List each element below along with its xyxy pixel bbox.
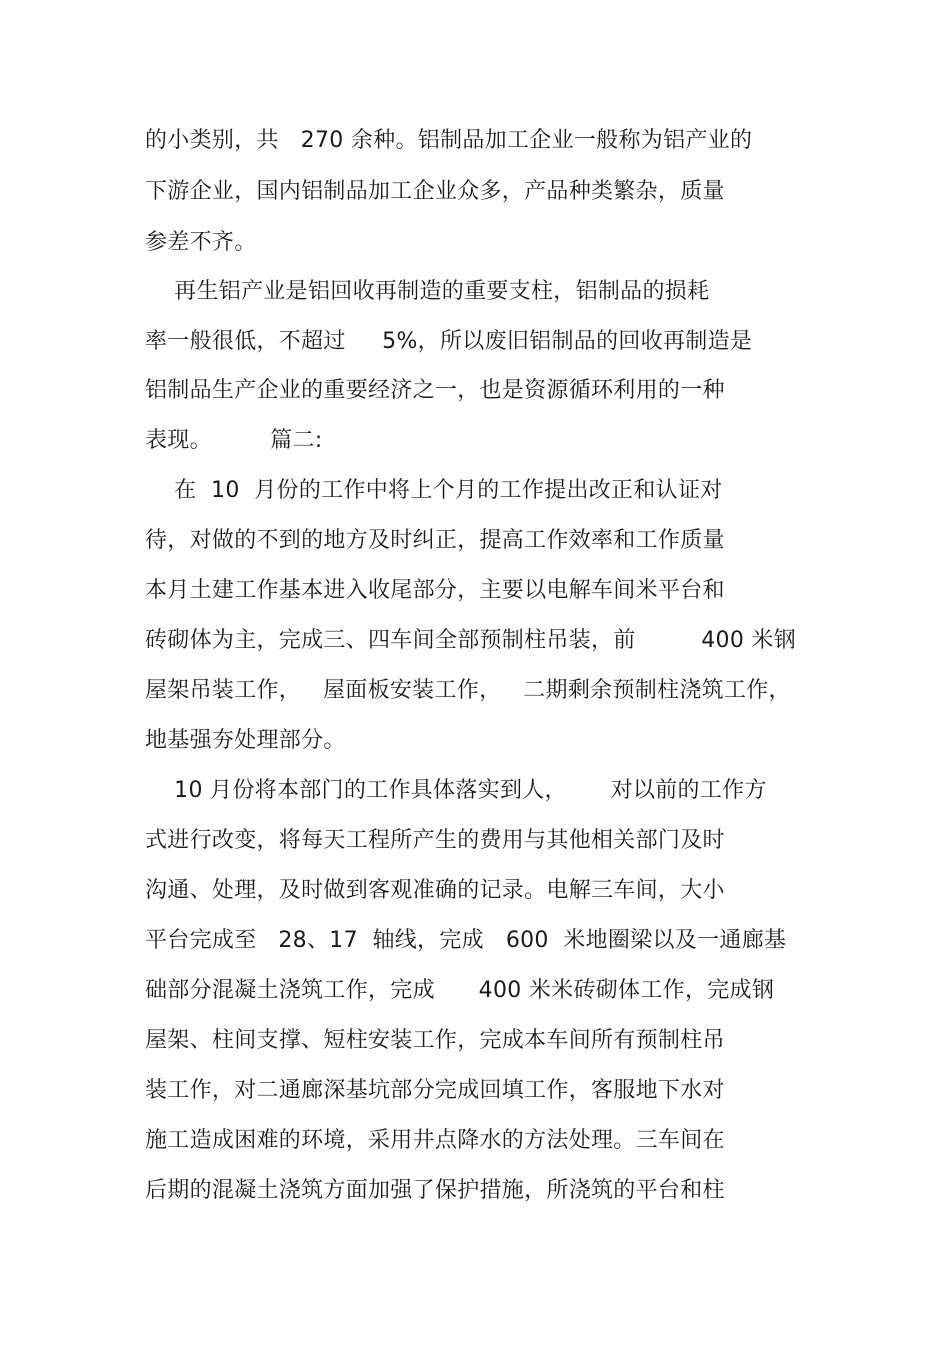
text-line: 沟通、处理，及时做到客观准确的记录。电解三车间，大小 [145,878,725,903]
text-line: 装工作，对二通廊深基坑部分完成回填工作，客服地下水对 [145,1078,725,1103]
text-line: 待，对做的不到的地方及时纠正，提高工作效率和工作质量 [145,528,725,553]
text-line: 砖砌体为主，完成三、四车间全部预制柱吊装，前 400 米钢 [145,628,797,653]
text-line: 屋架吊装工作， 屋面板安装工作， 二期剩余预制柱浇筑工作， [145,678,791,703]
text-line: 铝制品生产企业的重要经济之一，也是资源循环利用的一种 [145,378,725,403]
text-line: 下游企业，国内铝制品加工企业众多，产品种类繁杂，质量 [145,179,725,204]
text-line: 式进行改变，将每天工程所产生的费用与其他相关部门及时 [145,828,725,853]
text-line: 后期的混凝土浇筑方面加强了保护措施，所浇筑的平台和柱 [145,1178,725,1203]
text-line: 表现。 篇二: [145,428,323,453]
text-line: 参差不齐。 [145,230,257,255]
text-line: 平台完成至 28、17 轴线，完成 600 米地圈梁以及一通廊基 [145,928,787,953]
text-line: 地基强夯处理部分。 [145,728,346,753]
text-line: 率一般很低，不超过 5%，所以废旧铝制品的回收再制造是 [145,329,753,354]
text-line: 施工造成困难的环境，采用井点降水的方法处理。三车间在 [145,1128,725,1153]
text-line: 本月土建工作基本进入收尾部分，主要以电解车间米平台和 [145,578,725,603]
text-line: 在 10 月份的工作中将上个月的工作提出改正和认证对 [145,478,723,503]
text-line: 的小类别，共 270 余种。铝制品加工企业一般称为铝产业的 [145,128,753,153]
text-line: 再生铝产业是铝回收再制造的重要支柱，铝制品的损耗 [145,279,710,304]
text-line: 屋架、柱间支撑、短柱安装工作，完成本车间所有预制柱吊 [145,1028,725,1053]
text-line: 础部分混凝土浇筑工作，完成 400 米米砖砌体工作，完成钢 [145,978,775,1003]
text-line: 10 月份将本部门的工作具体落实到人， 对以前的工作方 [145,778,767,803]
